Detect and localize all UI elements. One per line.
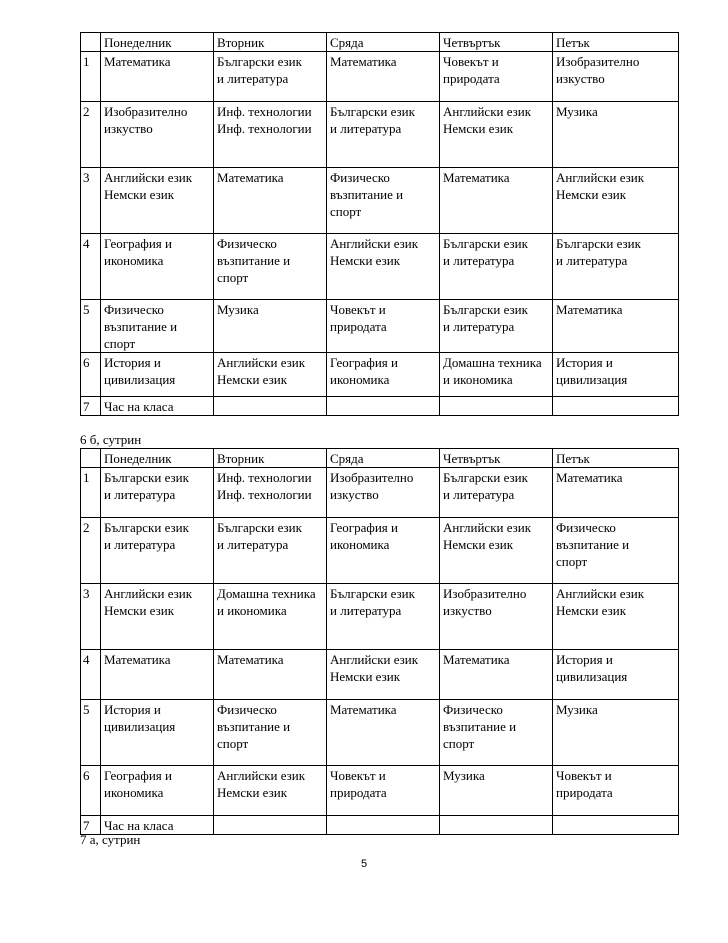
table-row [81,234,679,300]
schedule-table-1 [80,32,679,416]
header-cell-blank [81,33,101,52]
lesson-cell: Математика [440,650,553,700]
lesson-cell: Изобразително изкуство [440,584,553,650]
schedule-table-2 [80,448,679,835]
table-row [81,300,679,353]
lesson-cell: Домашна техника и икономика [214,584,327,650]
lesson-cell [553,397,679,416]
table-row [81,816,679,835]
lesson-cell [327,816,440,835]
period-number-cell: 3 [81,168,101,234]
lesson-cell: Английски език Немски език [553,168,679,234]
lesson-cell: Английски език Немски език [440,102,553,168]
lesson-cell: Домашна техника и икономика [440,353,553,397]
lesson-cell: География и икономика [101,234,214,300]
header-row [81,449,679,468]
period-number-cell: 5 [81,700,101,766]
header-cell-day: Четвъртък [440,449,553,468]
lesson-cell: Математика [214,168,327,234]
lesson-cell: Час на класа [101,816,214,835]
lesson-cell: Български език и литература [214,52,327,102]
period-number-cell: 4 [81,650,101,700]
lesson-cell: Български език и литература [440,234,553,300]
lesson-cell: Английски език Немски език [101,168,214,234]
period-number-cell: 1 [81,52,101,102]
lesson-cell [553,816,679,835]
lesson-cell: Български език и литература [101,518,214,584]
lesson-cell: Музика [553,102,679,168]
table-row [81,168,679,234]
header-cell-day: Вторник [214,33,327,52]
lesson-cell: География и икономика [327,353,440,397]
lesson-cell: Физическо възпитание и спорт [327,168,440,234]
lesson-cell: Английски език Немски език [327,234,440,300]
lesson-cell: Английски език Немски език [214,766,327,816]
lesson-cell: Английски език Немски език [327,650,440,700]
period-number-cell: 2 [81,518,101,584]
lesson-cell [440,397,553,416]
class-caption-7a: 7 а, сутрин [80,832,141,847]
period-number-cell: 6 [81,766,101,816]
table-row [81,52,679,102]
class-caption-6b: 6 б, сутрин [80,432,142,447]
lesson-cell: Музика [214,300,327,353]
period-number-cell: 2 [81,102,101,168]
period-number-cell: 3 [81,584,101,650]
header-cell-day: Вторник [214,449,327,468]
table-row [81,584,679,650]
table-row [81,766,679,816]
table-row [81,518,679,584]
lesson-cell: География и икономика [327,518,440,584]
header-cell-day: Понеделник [101,33,214,52]
header-cell-day: Петък [553,33,679,52]
table-row [81,397,679,416]
table-row [81,353,679,397]
period-number-cell: 7 [81,397,101,416]
lesson-cell: Час на класа [101,397,214,416]
lesson-cell: Български език и литература [327,102,440,168]
header-row [81,33,679,52]
lesson-cell: Изобразително изкуство [327,468,440,518]
lesson-cell [214,397,327,416]
lesson-cell: Английски език Немски език [440,518,553,584]
lesson-cell: Математика [327,52,440,102]
table-row [81,700,679,766]
header-cell-blank [81,449,101,468]
lesson-cell: История и цивилизация [101,700,214,766]
lesson-cell: Английски език Немски език [101,584,214,650]
period-number-cell: 6 [81,353,101,397]
lesson-cell: История и цивилизация [101,353,214,397]
lesson-cell: Човекът и природата [327,300,440,353]
table-row [81,468,679,518]
table-row [81,102,679,168]
lesson-cell [327,397,440,416]
lesson-cell: Физическо възпитание и спорт [214,700,327,766]
lesson-cell: Математика [440,168,553,234]
lesson-cell: Математика [101,650,214,700]
lesson-cell: Математика [553,468,679,518]
lesson-cell: География и икономика [101,766,214,816]
header-cell-day: Сряда [327,449,440,468]
lesson-cell: Английски език Немски език [553,584,679,650]
lesson-cell: Български език и литература [327,584,440,650]
lesson-cell: Български език и литература [214,518,327,584]
lesson-cell: Музика [440,766,553,816]
lesson-cell: История и цивилизация [553,353,679,397]
table-row [81,650,679,700]
header-cell-day: Петък [553,449,679,468]
lesson-cell: История и цивилизация [553,650,679,700]
lesson-cell: Математика [101,52,214,102]
lesson-cell: Изобразително изкуство [553,52,679,102]
lesson-cell: Инф. технологии Инф. технологии [214,468,327,518]
lesson-cell: Български език и литература [440,468,553,518]
lesson-cell: Математика [553,300,679,353]
lesson-cell [214,816,327,835]
lesson-cell: Английски език Немски език [214,353,327,397]
period-number-cell: 5 [81,300,101,353]
lesson-cell: Български език и литература [101,468,214,518]
lesson-cell: Инф. технологии Инф. технологии [214,102,327,168]
lesson-cell: Физическо възпитание и спорт [440,700,553,766]
lesson-cell: Физическо възпитание и спорт [214,234,327,300]
lesson-cell: Човекът и природата [440,52,553,102]
header-cell-day: Сряда [327,33,440,52]
lesson-cell [440,816,553,835]
period-number-cell: 1 [81,468,101,518]
lesson-cell: Изобразително изкуство [101,102,214,168]
header-cell-day: Понеделник [101,449,214,468]
lesson-cell: Български език и литература [440,300,553,353]
lesson-cell: Музика [553,700,679,766]
lesson-cell: Човекът и природата [327,766,440,816]
lesson-cell: Човекът и природата [553,766,679,816]
lesson-cell: Физическо възпитание и спорт [553,518,679,584]
period-number-cell: 7 [81,816,101,835]
page-number: 5 [360,858,368,870]
period-number-cell: 4 [81,234,101,300]
lesson-cell: Български език и литература [553,234,679,300]
lesson-cell: Физическо възпитание и спорт [101,300,214,353]
lesson-cell: Математика [214,650,327,700]
header-cell-day: Четвъртък [440,33,553,52]
lesson-cell: Математика [327,700,440,766]
